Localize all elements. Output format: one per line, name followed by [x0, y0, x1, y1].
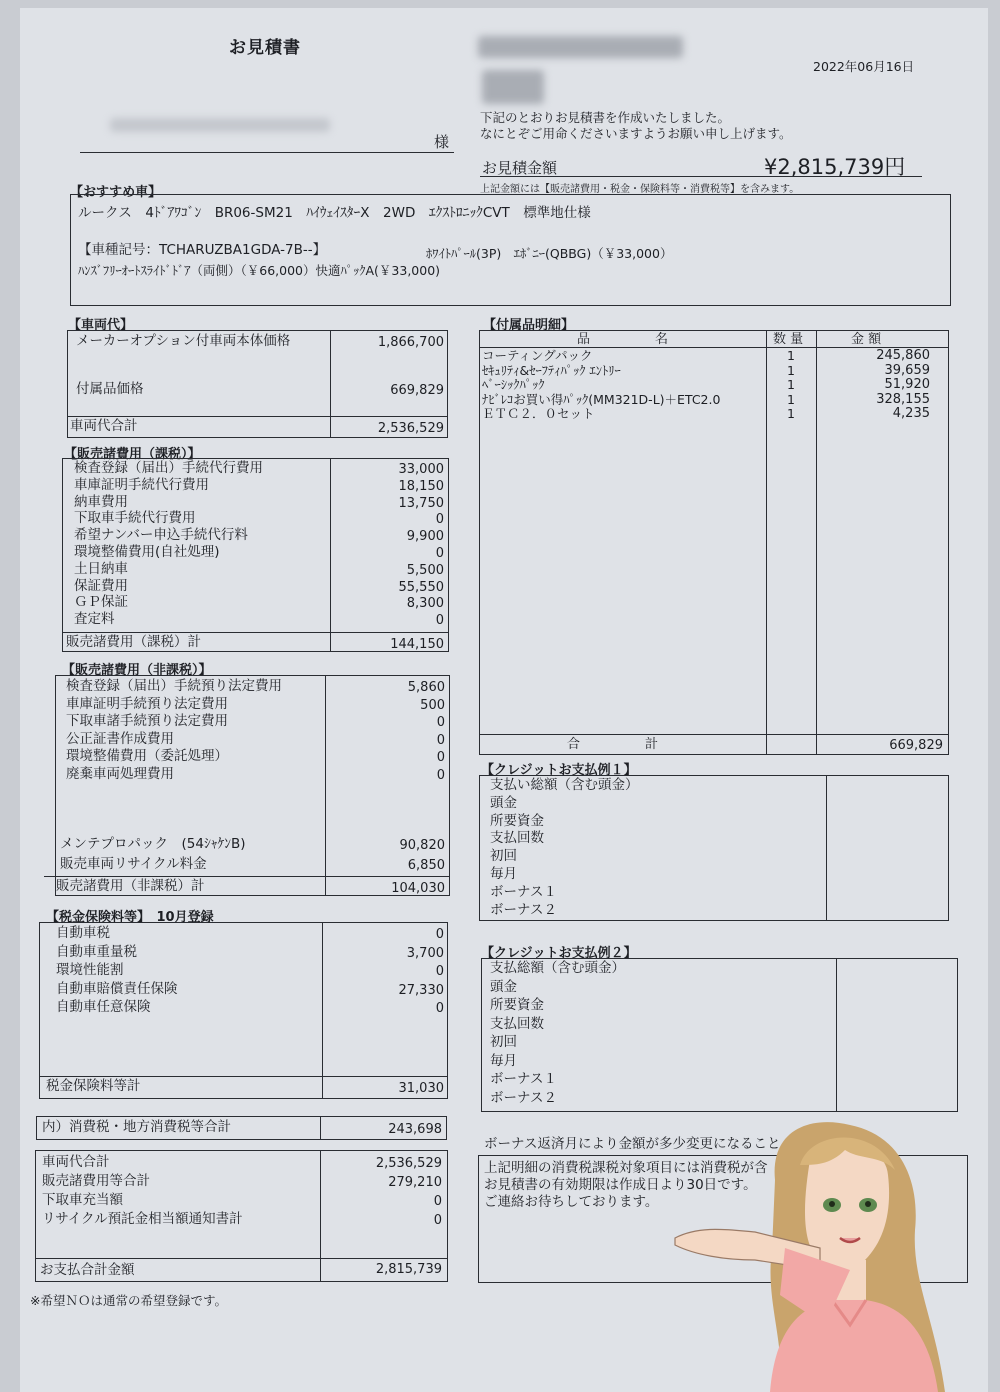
accessory-item-name: ＥＴＣ２．０セット: [482, 406, 595, 421]
fees-untaxed-row-value: 0: [436, 715, 445, 730]
redacted-customer-name: [110, 118, 330, 132]
credit1-row-label: 毎月: [490, 866, 517, 882]
taxes-row-value: 0: [435, 964, 444, 979]
accessories-col-qty: 数 量: [773, 332, 804, 347]
vehicle-total-value: 2,536,529: [377, 421, 444, 436]
fees-untaxed-row-value: 500: [420, 697, 445, 713]
accessory-item-amount: 328,155: [876, 391, 930, 407]
fees-taxed-row-label: 下取車手続代行費用: [74, 510, 196, 527]
summary-row-value: 2,536,529: [375, 1156, 442, 1171]
accessory-item-qty: 1: [787, 406, 795, 421]
credit2-row-label: 毎月: [490, 1052, 517, 1069]
bonus-note: ボーナス返済月により金額が多少変更になること: [484, 1136, 781, 1152]
fees-untaxed-header: 【販売諸費用（非課税）】: [62, 663, 212, 678]
accessory-item-amount: 245,860: [876, 348, 930, 363]
accessories-col-amount: 金 額: [851, 332, 882, 347]
vehicle-divider: [330, 330, 331, 438]
taxes-total-label: 税金保険料等計: [46, 1078, 141, 1094]
guide-character-illustration: [660, 1120, 1000, 1392]
redacted-company-detail: [482, 70, 544, 104]
credit1-row-label: ボーナス２: [490, 901, 557, 918]
accessories-total-label: 合 計: [567, 737, 659, 752]
summary-total-label: お支払合計金額: [40, 1262, 135, 1278]
fees-taxed-row-value: 0: [435, 613, 444, 629]
fees-taxed-divider: [330, 458, 331, 652]
notice-line-3: ご連絡お待ちしております。: [484, 1194, 659, 1210]
vehicle-total-label: 車両代合計: [70, 418, 138, 434]
fees-untaxed-row-label: 下取車諸手続預り法定費用: [66, 713, 228, 729]
estimate-note: 上記金額には【販売諸費用・税金・保険料等・消費税等】を含みます。: [480, 184, 800, 195]
fees-taxed-total-line: [62, 632, 449, 633]
taxes-total-line: [39, 1076, 448, 1077]
fees-taxed-row-label: 環境整備費用(自社処理): [74, 544, 220, 560]
fees-taxed-row-value: 9,900: [406, 529, 444, 545]
summary-row-value: 0: [433, 1194, 442, 1209]
document-title: お見積書: [229, 38, 301, 58]
summary-row-value: 279,210: [388, 1175, 442, 1190]
fees-taxed-row-value: 5,500: [406, 562, 444, 578]
car-model: ルークス 4ﾄﾞｱﾜｺﾞﾝ BR06-SM21 ﾊｲｳｪｲｽﾀｰX 2WD ｴｸｽﾄﾛﾆｯｸCVT 標準地仕様: [78, 205, 591, 221]
summary-divider: [320, 1150, 321, 1282]
taxes-row-label: 自動車税: [56, 925, 110, 941]
fees-untaxed-row-label: 車庫証明手続預り法定費用: [66, 695, 228, 712]
accessories-total-value: 669,829: [889, 738, 943, 753]
fees-untaxed-row-value: 0: [436, 750, 445, 765]
credit2-row-label: 頭金: [490, 978, 517, 995]
summary-row-label: リサイクル預託金相当額通知書計: [42, 1211, 243, 1227]
taxes-row-value: 3,700: [406, 945, 444, 961]
fees-untaxed-row-value: 5,860: [407, 680, 445, 695]
credit1-row-label: 頭金: [490, 794, 517, 811]
fees-untaxed-divider: [325, 675, 326, 896]
fees-taxed-row-label: ＧＰ保証: [74, 594, 128, 611]
fees-untaxed-total-line: [44, 876, 450, 877]
estimate-label: お見積金額: [482, 159, 558, 177]
intro-line-2: なにとぞご用命くださいますようお願い申し上げます。: [480, 126, 792, 141]
fees-taxed-row-label: 車庫証明手続代行費用: [74, 476, 209, 493]
accessory-item-amount: 4,235: [892, 406, 930, 421]
taxes-row-label: 自動車賠償責任保険: [56, 980, 178, 997]
credit1-divider: [826, 775, 827, 921]
fees-taxed-row-value: 8,300: [406, 596, 444, 612]
summary-row-label: 販売諸費用等合計: [42, 1173, 150, 1189]
fees-untaxed-row-label: 検査登録（届出）手続預り法定費用: [66, 678, 282, 694]
fees-taxed-row-label: 検査登録（届出）手続代行費用: [74, 460, 263, 476]
fees-taxed-row-label: 納車費用: [74, 493, 128, 510]
accessory-item-name: ﾍﾞｰｼｯｸﾊﾟｯｸ: [482, 377, 545, 392]
taxes-row-value: 0: [435, 1001, 444, 1016]
car-header: 【おすすめ車】: [70, 185, 162, 200]
summary-row-label: 下取車充当額: [42, 1192, 123, 1208]
fees-untaxed-row-label: 環境整備費用（委託処理）: [66, 748, 228, 764]
accessory-item-qty: 1: [787, 348, 795, 363]
credit2-header: 【クレジットお支払例２】: [481, 946, 637, 961]
fees-taxed-total-value: 144,150: [390, 637, 444, 652]
estimate-underline: [480, 176, 922, 177]
accessory-item-qty: 1: [787, 391, 795, 407]
notice-line-2: お見積書の有効期限は作成日より30日です。: [484, 1177, 757, 1193]
consumption-tax-value: 243,698: [388, 1122, 442, 1137]
fees-taxed-row-label: 希望ナンバー申込手続代行料: [74, 527, 248, 544]
fees-taxed-row-label: 保証費用: [74, 577, 128, 594]
car-options: ﾊﾝｽﾞﾌﾘｰｵｰﾄｽﾗｲﾄﾞﾄﾞｱ（両側）（￥66,000）快適ﾊﾟｯｸA(￥33,000): [78, 263, 441, 278]
estimate-amount: ¥2,815,739円: [764, 155, 906, 179]
fees-taxed-row-value: 0: [435, 546, 444, 561]
fees-untaxed-row-label: 廃棄車両処理費用: [66, 765, 174, 782]
summary-total-line: [35, 1258, 448, 1259]
fees-untaxed-extra-row-value: 6,850: [407, 858, 445, 873]
vehicle-total-line: [67, 416, 448, 417]
fees-taxed-row-value: 33,000: [398, 462, 444, 477]
vehicle-row-0-label: メーカーオプション付車両本体価格: [76, 333, 291, 349]
taxes-total-value: 31,030: [398, 1081, 444, 1096]
summary-total-value: 2,815,739: [375, 1262, 442, 1277]
credit1-row-label: ボーナス１: [490, 883, 557, 900]
taxes-row-value: 0: [435, 927, 444, 942]
redacted-company-name: [478, 36, 683, 58]
taxes-divider: [322, 922, 323, 1099]
accessories-header: 【付属品明細】: [483, 318, 575, 333]
credit1-row-label: 初回: [490, 848, 517, 865]
credit2-row-label: 支払総額（含む頭金）: [490, 960, 625, 976]
credit1-header: 【クレジットお支払例１】: [481, 763, 637, 778]
accessories-total-line: [479, 734, 949, 735]
accessory-item-name: コーティングパック: [482, 348, 593, 363]
car-color: ﾎﾜｲﾄﾊﾟｰﾙ(3P) ｴﾎﾞﾆｰ(QBBG)（￥33,000）: [426, 246, 673, 261]
fees-untaxed-total-label: 販売諸費用（非課税）計: [56, 878, 205, 894]
accessory-item-name: ﾅﾋﾞﾚｺお買い得ﾊﾟｯｸ(MM321D-L)＋ETC2.0: [482, 391, 721, 407]
consumption-tax-label: 内）消費税・地方消費税等合計: [42, 1119, 231, 1135]
issue-date: 2022年06月16日: [813, 59, 915, 74]
car-code: 【車種記号：TCHARUZBA1GDA-7B--】: [78, 242, 327, 258]
footnote: ※希望ＮＯは通常の希望登録です。: [30, 1293, 227, 1308]
fees-untaxed-extra-row-value: 90,820: [399, 838, 445, 853]
accessory-item-qty: 1: [787, 377, 795, 392]
customer-name-underline: [80, 152, 454, 153]
fees-untaxed-row-label: 公正証書作成費用: [66, 730, 174, 747]
fees-taxed-row-label: 土日納車: [74, 560, 128, 577]
vehicle-header: 【車両代】: [68, 318, 134, 333]
accessory-item-amount: 51,920: [884, 377, 930, 392]
fees-taxed-total-label: 販売諸費用（課税）計: [66, 634, 201, 650]
credit1-row-label: 所要資金: [490, 812, 544, 829]
vehicle-row-1-label: 付属品価格: [76, 381, 144, 397]
taxes-row-label: 自動車重量税: [56, 943, 137, 960]
credit2-row-label: 支払回数: [490, 1015, 544, 1032]
accessories-divider-1: [766, 330, 767, 755]
fees-untaxed-total-value: 104,030: [391, 881, 445, 896]
credit2-divider: [836, 958, 837, 1112]
credit2-row-label: ボーナス１: [490, 1071, 557, 1087]
fees-taxed-row-value: 13,750: [398, 495, 444, 511]
vehicle-row-1-value: 669,829: [390, 383, 444, 398]
taxes-header: 【税金保険料等】 10月登録: [46, 910, 214, 925]
fees-taxed-row-value: 55,550: [398, 579, 444, 595]
consumption-tax-divider: [320, 1116, 321, 1140]
fees-taxed-row-value: 0: [435, 512, 444, 528]
accessories-divider-2: [816, 330, 817, 755]
notice-line-1: 上記明細の消費税課税対象項目には消費税が含: [484, 1160, 768, 1176]
fees-taxed-header: 【販売諸費用（課税）】: [64, 447, 201, 462]
taxes-row-label: 自動車任意保険: [56, 999, 151, 1015]
taxes-row-value: 27,330: [398, 982, 444, 998]
credit1-row-label: 支払い総額（含む頭金）: [490, 777, 639, 793]
credit2-row-label: 初回: [490, 1034, 517, 1050]
fees-untaxed-extra-row-label: メンテプロパック (54ｼｬｹﾝB): [60, 836, 246, 852]
summary-row-value: 0: [433, 1213, 442, 1228]
fees-untaxed-row-value: 0: [436, 732, 445, 748]
taxes-row-label: 環境性能割: [56, 962, 124, 978]
intro-line-1: 下記のとおりお見積書を作成いたしました。: [480, 110, 731, 125]
fees-untaxed-extra-row-label: 販売車両リサイクル料金: [60, 856, 207, 872]
credit1-row-label: 支払回数: [490, 830, 544, 847]
vehicle-row-0-value: 1,866,700: [377, 335, 444, 350]
accessory-item-qty: 1: [787, 362, 795, 378]
accessory-item-name: ｾｷｭﾘﾃｨ&ｾｰﾌﾃｨﾊﾟｯｸ ｴﾝﾄﾘｰ: [482, 362, 621, 378]
fees-taxed-row-label: 査定料: [74, 611, 115, 628]
credit2-row-label: 所要資金: [490, 997, 544, 1013]
fees-taxed-row-value: 18,150: [398, 478, 444, 494]
accessory-item-amount: 39,659: [884, 362, 930, 378]
credit2-row-label: ボーナス２: [490, 1089, 557, 1106]
summary-row-label: 車両代合計: [42, 1154, 110, 1170]
customer-honorific: 様: [434, 133, 450, 151]
accessories-col-name: 品 名: [577, 332, 669, 347]
fees-untaxed-row-value: 0: [436, 767, 445, 783]
